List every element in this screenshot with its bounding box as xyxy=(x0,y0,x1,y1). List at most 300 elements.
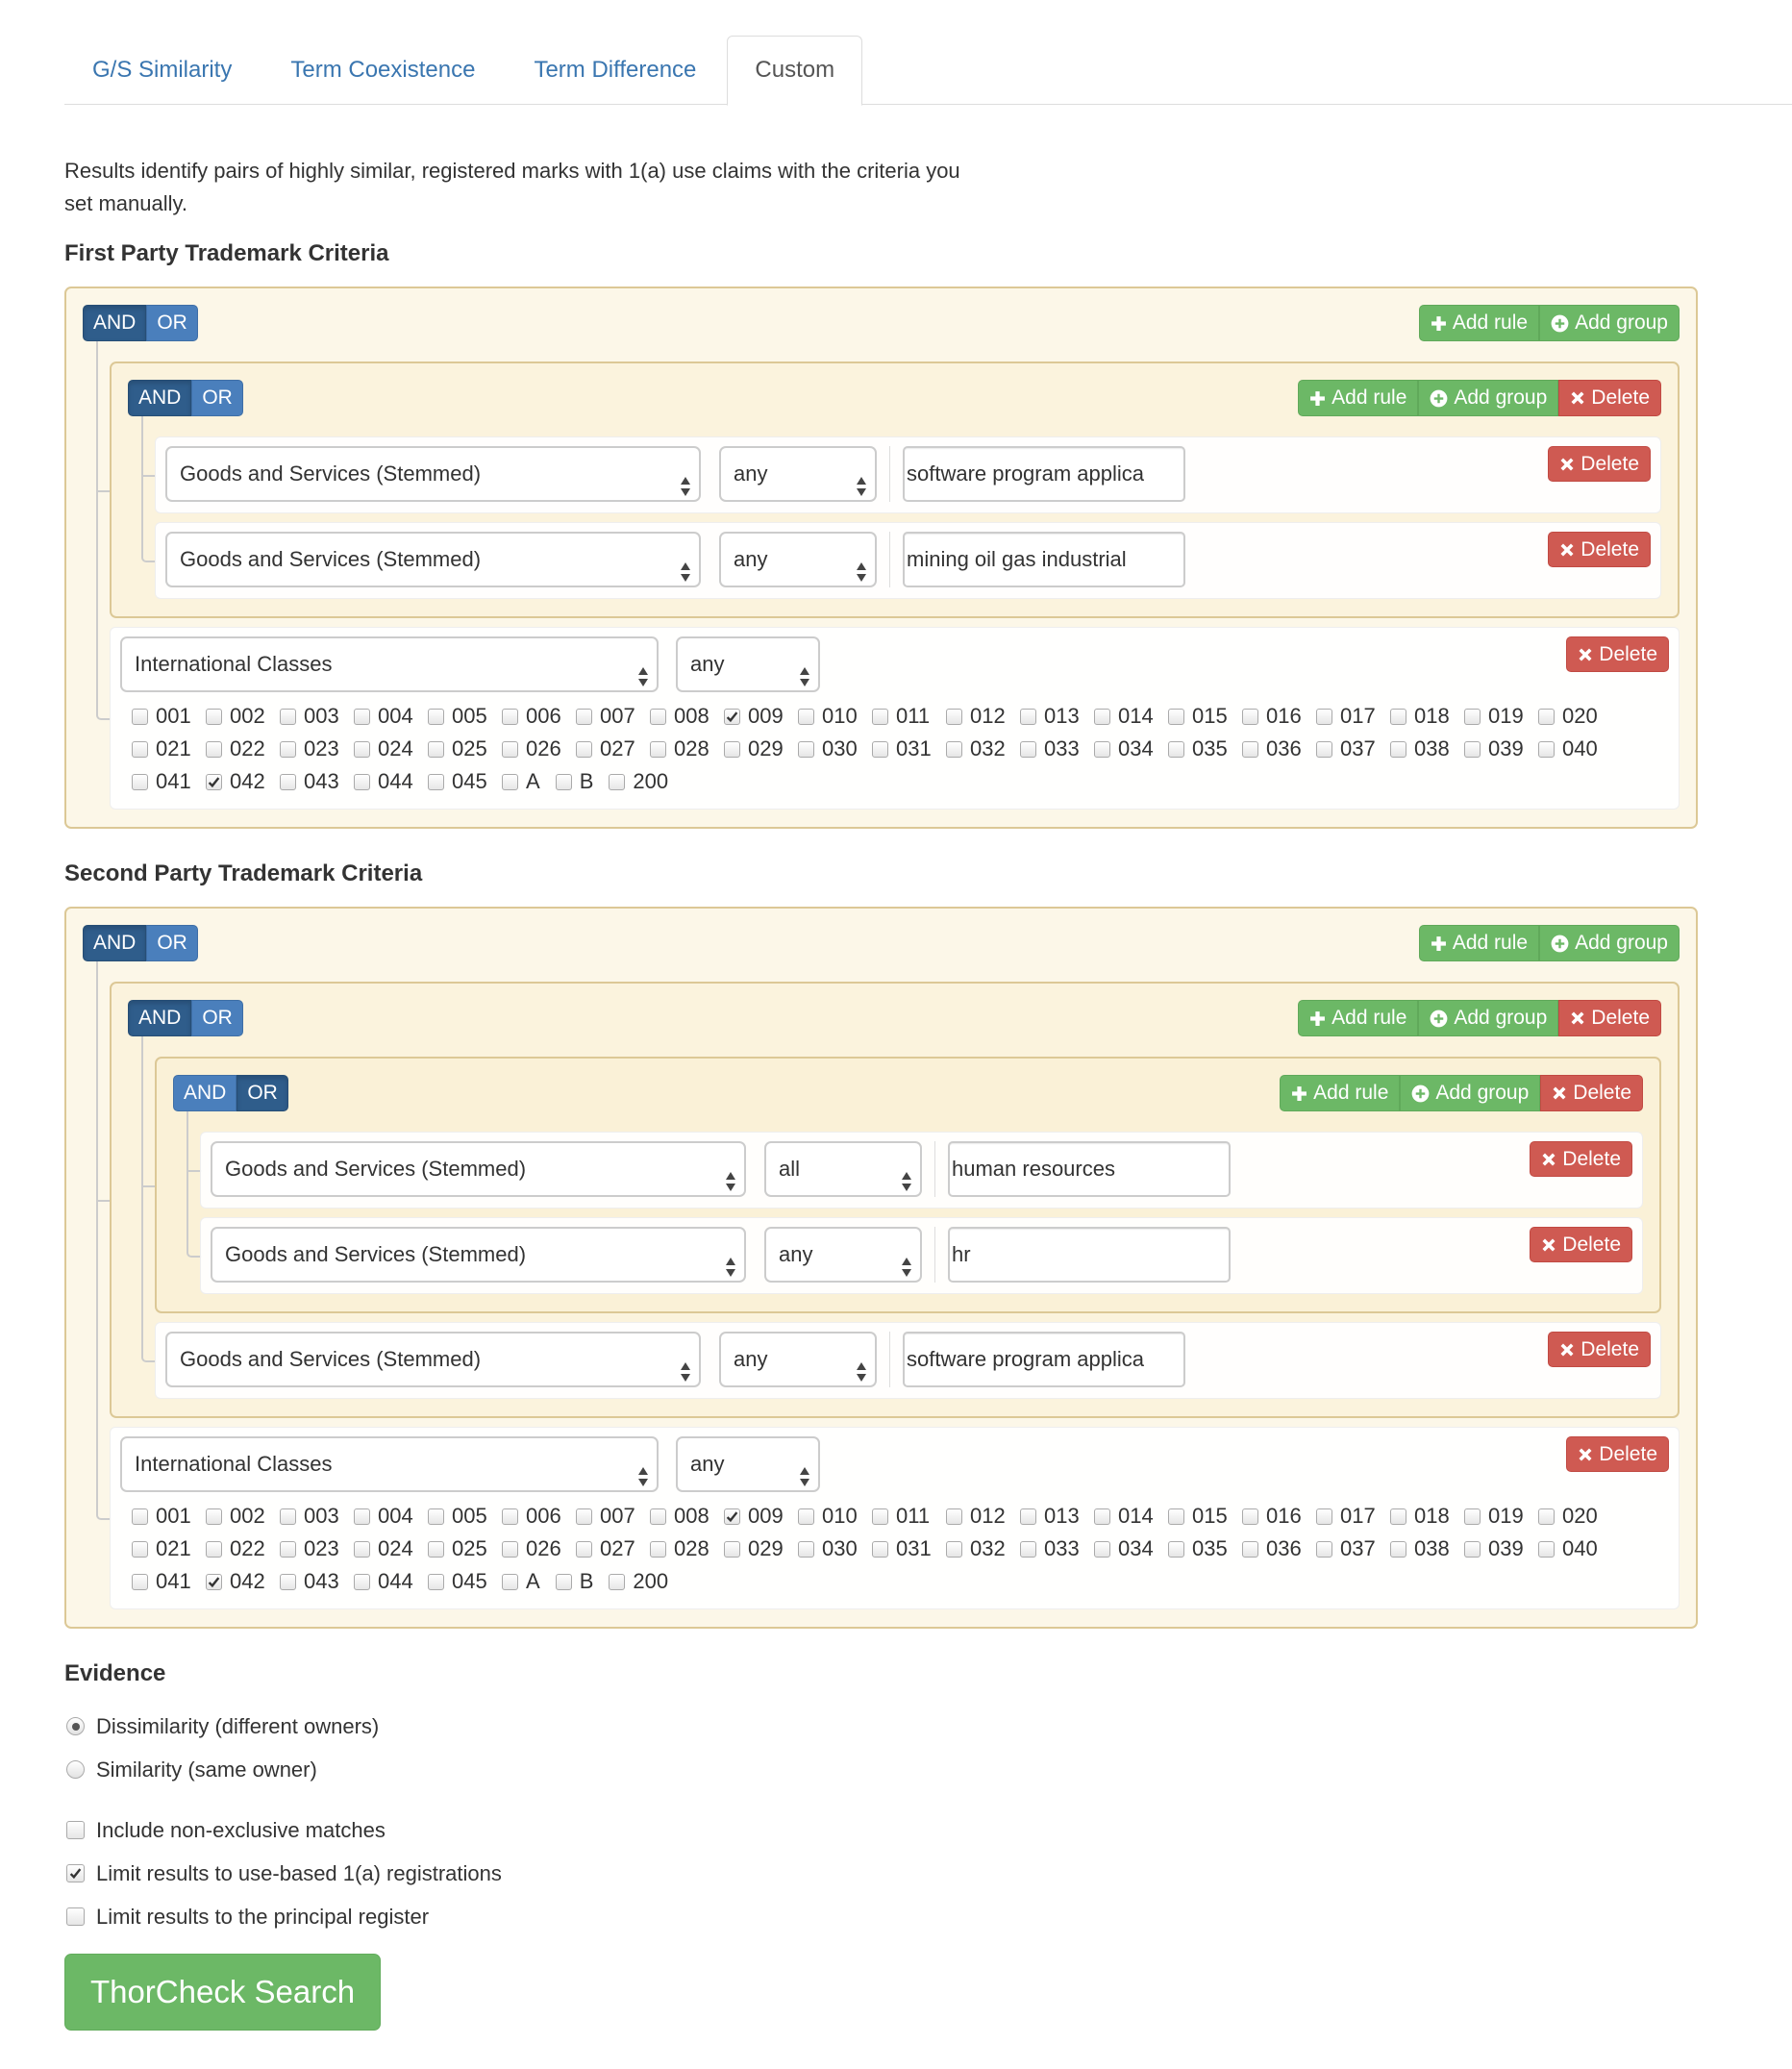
checkbox[interactable] xyxy=(1464,709,1481,725)
value-input[interactable] xyxy=(948,1141,1231,1197)
checkbox[interactable] xyxy=(1464,741,1481,758)
checkbox[interactable] xyxy=(280,1541,296,1558)
checkbox[interactable] xyxy=(428,1541,444,1558)
checkbox[interactable] xyxy=(576,709,592,725)
checkbox[interactable] xyxy=(576,1541,592,1558)
checkbox[interactable] xyxy=(609,774,625,790)
checkbox[interactable] xyxy=(798,741,814,758)
class-checkbox-037[interactable] xyxy=(1316,1533,1379,1565)
checkbox[interactable] xyxy=(872,741,888,758)
add-group-button[interactable] xyxy=(1418,1000,1558,1036)
add-rule-button[interactable] xyxy=(1298,380,1418,416)
class-checkbox-005[interactable] xyxy=(428,1500,490,1533)
operator-select[interactable] xyxy=(764,1141,922,1197)
operator-select-value: any xyxy=(690,652,725,676)
class-checkbox-022[interactable] xyxy=(206,1533,268,1565)
class-checkbox-025[interactable] xyxy=(428,1533,490,1565)
delete-rule-button[interactable] xyxy=(1548,532,1651,567)
and-button[interactable]: AND xyxy=(128,380,191,416)
delete-group-button[interactable] xyxy=(1558,380,1661,416)
class-checkbox-041[interactable] xyxy=(132,1565,194,1598)
class-checkbox-013[interactable] xyxy=(1020,1500,1083,1533)
add-rule-button[interactable] xyxy=(1419,925,1539,961)
checkbox[interactable] xyxy=(1390,1508,1406,1525)
checkbox[interactable] xyxy=(206,1574,222,1590)
class-checkbox-012[interactable] xyxy=(946,1500,1008,1533)
class-label: 020 xyxy=(1562,1504,1598,1528)
evidence-checkbox-option[interactable] xyxy=(64,1895,1698,1938)
delete-rule-button-label: Delete xyxy=(1599,642,1657,665)
checkbox[interactable] xyxy=(1242,1508,1258,1525)
checkbox[interactable] xyxy=(1094,1508,1110,1525)
checkbox[interactable] xyxy=(206,1541,222,1558)
class-checkbox-032[interactable] xyxy=(946,1533,1008,1565)
delete-group-button[interactable] xyxy=(1540,1075,1643,1111)
value-input[interactable] xyxy=(903,532,1185,587)
plus-icon xyxy=(1309,390,1326,407)
checkbox[interactable] xyxy=(1390,741,1406,758)
checkbox[interactable] xyxy=(1538,709,1555,725)
evidence-heading: Evidence xyxy=(64,1660,166,1686)
class-checkbox-016[interactable] xyxy=(1242,700,1305,733)
class-checkbox-006[interactable] xyxy=(502,700,564,733)
class-checkbox-030[interactable] xyxy=(798,1533,860,1565)
checkbox[interactable] xyxy=(280,1508,296,1525)
checkbox[interactable] xyxy=(1538,741,1555,758)
checkbox[interactable] xyxy=(502,774,518,790)
checkbox[interactable] xyxy=(354,1508,370,1525)
class-checkbox-031[interactable] xyxy=(872,1533,934,1565)
class-label: 003 xyxy=(304,1504,339,1528)
class-label: 031 xyxy=(896,736,932,760)
class-label: 019 xyxy=(1488,704,1524,728)
class-checkbox-018[interactable] xyxy=(1390,1500,1453,1533)
delete-rule-button[interactable] xyxy=(1548,1332,1651,1367)
checkbox[interactable] xyxy=(280,1574,296,1590)
or-button[interactable]: OR xyxy=(146,925,198,961)
class-label: 014 xyxy=(1118,704,1154,728)
and-button[interactable]: AND xyxy=(128,1000,191,1036)
class-checkbox-021[interactable] xyxy=(132,1533,194,1565)
select-arrows-icon xyxy=(856,464,867,516)
checkbox[interactable] xyxy=(724,1508,740,1525)
checkbox[interactable] xyxy=(280,709,296,725)
tab-g-s-similarity[interactable]: G/S Similarity xyxy=(92,57,233,83)
class-checkbox-009[interactable] xyxy=(724,1500,786,1533)
class-checkbox-001[interactable] xyxy=(132,700,194,733)
class-checkbox-B[interactable] xyxy=(556,1565,598,1598)
class-label: 002 xyxy=(230,704,265,728)
checkbox[interactable] xyxy=(650,741,666,758)
class-label: 035 xyxy=(1192,1536,1228,1560)
class-checkbox-031[interactable] xyxy=(872,733,934,765)
checkbox[interactable] xyxy=(354,709,370,725)
rule xyxy=(200,1217,1643,1294)
checkbox[interactable] xyxy=(66,1821,85,1839)
checkbox[interactable] xyxy=(556,1574,572,1590)
class-checkbox-013[interactable] xyxy=(1020,700,1083,733)
checkbox[interactable] xyxy=(576,1508,592,1525)
checkbox[interactable] xyxy=(1464,1541,1481,1558)
checkbox[interactable] xyxy=(1390,1541,1406,1558)
checkbox[interactable] xyxy=(132,774,148,790)
class-checkbox-022[interactable] xyxy=(206,733,268,765)
class-checkbox-030[interactable] xyxy=(798,733,860,765)
checkbox[interactable] xyxy=(280,741,296,758)
class-checkbox-002[interactable] xyxy=(206,700,268,733)
checkbox[interactable] xyxy=(354,1574,370,1590)
class-checkbox-020[interactable] xyxy=(1538,700,1601,733)
class-checkbox-034[interactable] xyxy=(1094,733,1157,765)
checkbox[interactable] xyxy=(206,1508,222,1525)
class-checkbox-043[interactable] xyxy=(280,765,342,798)
class-checkbox-036[interactable] xyxy=(1242,733,1305,765)
checkbox[interactable] xyxy=(502,709,518,725)
class-checkbox-035[interactable] xyxy=(1168,733,1231,765)
checkbox[interactable] xyxy=(1316,1541,1332,1558)
class-label: 040 xyxy=(1562,736,1598,760)
rule xyxy=(200,1132,1643,1209)
class-checkbox-026[interactable] xyxy=(502,733,564,765)
class-label: 018 xyxy=(1414,1504,1450,1528)
delete-rule-button[interactable] xyxy=(1566,636,1669,672)
class-checkbox-002[interactable] xyxy=(206,1500,268,1533)
radio-button[interactable] xyxy=(66,1717,85,1735)
class-checkbox-033[interactable] xyxy=(1020,1533,1083,1565)
checkbox[interactable] xyxy=(798,709,814,725)
value-input[interactable] xyxy=(903,1332,1185,1387)
class-label: 038 xyxy=(1414,1536,1450,1560)
or-button[interactable]: OR xyxy=(191,380,243,416)
checkbox[interactable] xyxy=(556,774,572,790)
add-group-button[interactable] xyxy=(1400,1075,1540,1111)
checkbox[interactable] xyxy=(650,1508,666,1525)
class-checkbox-019[interactable] xyxy=(1464,700,1527,733)
plus-circle-icon xyxy=(1430,1010,1448,1028)
checkbox[interactable] xyxy=(576,741,592,758)
evidence-checkbox-option[interactable] xyxy=(64,1852,1698,1895)
checkbox[interactable] xyxy=(132,741,148,758)
checkbox[interactable] xyxy=(66,1864,85,1882)
delete-rule-button[interactable] xyxy=(1566,1436,1669,1472)
class-checkbox-023[interactable] xyxy=(280,733,342,765)
add-rule-button[interactable] xyxy=(1298,1000,1418,1036)
operator-select-value: any xyxy=(734,1347,768,1371)
checkbox[interactable] xyxy=(206,741,222,758)
class-checkbox-019[interactable] xyxy=(1464,1500,1527,1533)
class-checkbox-040[interactable] xyxy=(1538,1533,1601,1565)
field-select-value: Goods and Services (Stemmed) xyxy=(180,1347,482,1371)
first-party-query-builder xyxy=(64,287,1698,829)
delete-rule-button-label: Delete xyxy=(1580,452,1639,475)
class-checkbox-043[interactable] xyxy=(280,1565,342,1598)
or-button[interactable]: OR xyxy=(146,305,198,341)
field-select[interactable] xyxy=(165,1332,701,1387)
checkbox[interactable] xyxy=(1538,1541,1555,1558)
divider xyxy=(934,1141,935,1197)
class-checkbox-045[interactable] xyxy=(428,1565,490,1598)
class-checkbox-016[interactable] xyxy=(1242,1500,1305,1533)
checkbox[interactable] xyxy=(132,1574,148,1590)
checkbox[interactable] xyxy=(1168,741,1184,758)
checkbox[interactable] xyxy=(502,1541,518,1558)
checkbox[interactable] xyxy=(1316,1508,1332,1525)
class-checkbox-034[interactable] xyxy=(1094,1533,1157,1565)
checkbox[interactable] xyxy=(502,1508,518,1525)
class-checkbox-004[interactable] xyxy=(354,1500,416,1533)
checkbox[interactable] xyxy=(354,741,370,758)
delete-rule-button[interactable] xyxy=(1548,446,1651,482)
close-icon xyxy=(1559,542,1575,558)
checkbox[interactable] xyxy=(724,741,740,758)
checkbox[interactable] xyxy=(354,774,370,790)
evidence-radio-option[interactable] xyxy=(64,1705,1698,1748)
checkbox[interactable] xyxy=(428,709,444,725)
checkbox[interactable] xyxy=(1094,709,1110,725)
class-checkbox-list xyxy=(132,700,1641,798)
field-select[interactable] xyxy=(120,636,659,692)
class-checkbox-027[interactable] xyxy=(576,733,638,765)
class-checkbox-032[interactable] xyxy=(946,733,1008,765)
checkbox[interactable] xyxy=(132,709,148,725)
checkbox[interactable] xyxy=(1316,741,1332,758)
checkbox[interactable] xyxy=(1020,741,1036,758)
or-button[interactable]: OR xyxy=(191,1000,243,1036)
class-checkbox-039[interactable] xyxy=(1464,733,1527,765)
class-checkbox-012[interactable] xyxy=(946,700,1008,733)
class-checkbox-008[interactable] xyxy=(650,1500,712,1533)
class-checkbox-036[interactable] xyxy=(1242,1533,1305,1565)
checkbox[interactable] xyxy=(872,709,888,725)
class-checkbox-039[interactable] xyxy=(1464,1533,1527,1565)
operator-select[interactable] xyxy=(676,636,820,692)
checkbox[interactable] xyxy=(946,709,962,725)
checkbox[interactable] xyxy=(1168,1508,1184,1525)
class-checkbox-038[interactable] xyxy=(1390,733,1453,765)
class-checkbox-008[interactable] xyxy=(650,700,712,733)
operator-select[interactable] xyxy=(719,532,877,587)
checkbox[interactable] xyxy=(428,774,444,790)
class-checkbox-001[interactable] xyxy=(132,1500,194,1533)
class-checkbox-003[interactable] xyxy=(280,700,342,733)
checkbox[interactable] xyxy=(1020,1508,1036,1525)
checkbox[interactable] xyxy=(132,1541,148,1558)
class-checkbox-200[interactable] xyxy=(609,1565,671,1598)
checkbox[interactable] xyxy=(1242,1541,1258,1558)
class-checkbox-024[interactable] xyxy=(354,1533,416,1565)
class-checkbox-005[interactable] xyxy=(428,700,490,733)
class-checkbox-014[interactable] xyxy=(1094,1500,1157,1533)
operator-select-value: all xyxy=(779,1157,801,1181)
class-checkbox-029[interactable] xyxy=(724,1533,786,1565)
rule-row xyxy=(165,1332,1651,1387)
value-input-text: mining oil gas industrial xyxy=(907,547,1127,571)
class-checkbox-027[interactable] xyxy=(576,1533,638,1565)
condition-toggle xyxy=(83,925,198,961)
tab-term-coexistence[interactable]: Term Coexistence xyxy=(290,57,476,83)
checkbox[interactable] xyxy=(650,1541,666,1558)
class-checkbox-015[interactable] xyxy=(1168,1500,1231,1533)
checkbox[interactable] xyxy=(798,1541,814,1558)
group-header xyxy=(83,925,1680,961)
checkbox[interactable] xyxy=(132,1508,148,1525)
class-checkbox-040[interactable] xyxy=(1538,733,1601,765)
tab-term-difference[interactable]: Term Difference xyxy=(534,57,697,83)
delete-group-button[interactable] xyxy=(1558,1000,1661,1036)
radio-button[interactable] xyxy=(66,1760,85,1779)
field-select[interactable] xyxy=(211,1227,746,1283)
class-checkbox-044[interactable] xyxy=(354,1565,416,1598)
class-label: 004 xyxy=(378,704,413,728)
class-checkbox-042[interactable] xyxy=(206,1565,268,1598)
checkbox[interactable] xyxy=(724,709,740,725)
checkbox[interactable] xyxy=(502,1574,518,1590)
and-button[interactable]: AND xyxy=(173,1075,236,1111)
field-select[interactable] xyxy=(165,532,701,587)
checkbox[interactable] xyxy=(1020,709,1036,725)
checkbox[interactable] xyxy=(1020,1541,1036,1558)
class-checkbox-014[interactable] xyxy=(1094,700,1157,733)
add-rule-button-label: Add rule xyxy=(1332,1007,1407,1029)
and-button[interactable]: AND xyxy=(83,305,146,341)
add-group-button[interactable] xyxy=(1539,305,1680,341)
class-checkbox-B[interactable] xyxy=(556,765,598,798)
class-checkbox-033[interactable] xyxy=(1020,733,1083,765)
class-checkbox-A[interactable] xyxy=(502,765,544,798)
select-arrows-icon xyxy=(725,1159,736,1211)
checkbox[interactable] xyxy=(1168,1541,1184,1558)
value-input[interactable] xyxy=(903,446,1185,502)
class-checkbox-026[interactable] xyxy=(502,1533,564,1565)
class-checkbox-035[interactable] xyxy=(1168,1533,1231,1565)
checkbox[interactable] xyxy=(428,741,444,758)
class-checkbox-044[interactable] xyxy=(354,765,416,798)
checkbox[interactable] xyxy=(206,709,222,725)
class-checkbox-023[interactable] xyxy=(280,1533,342,1565)
class-checkbox-028[interactable] xyxy=(650,733,712,765)
class-checkbox-017[interactable] xyxy=(1316,1500,1379,1533)
class-checkbox-011[interactable] xyxy=(872,1500,934,1533)
checkbox[interactable] xyxy=(1316,709,1332,725)
field-select[interactable] xyxy=(120,1436,659,1492)
checkbox[interactable] xyxy=(798,1508,814,1525)
class-checkbox-017[interactable] xyxy=(1316,700,1379,733)
operator-select[interactable] xyxy=(719,446,877,502)
and-button[interactable]: AND xyxy=(83,925,146,961)
checkbox[interactable] xyxy=(724,1541,740,1558)
class-checkbox-200[interactable] xyxy=(609,765,671,798)
checkbox[interactable] xyxy=(1242,741,1258,758)
checkbox[interactable] xyxy=(946,1508,962,1525)
checkbox[interactable] xyxy=(609,1574,625,1590)
checkbox[interactable] xyxy=(1242,709,1258,725)
add-rule-button[interactable] xyxy=(1419,305,1539,341)
add-group-button-label: Add group xyxy=(1575,312,1668,334)
checkbox[interactable] xyxy=(502,741,518,758)
checkbox[interactable] xyxy=(1464,1508,1481,1525)
evidence-radio-option[interactable] xyxy=(64,1748,1698,1791)
checkbox[interactable] xyxy=(1094,1541,1110,1558)
delete-rule-button[interactable] xyxy=(1530,1141,1632,1177)
class-checkbox-028[interactable] xyxy=(650,1533,712,1565)
field-select[interactable] xyxy=(165,446,701,502)
delete-rule-button[interactable] xyxy=(1530,1227,1632,1262)
class-checkbox-007[interactable] xyxy=(576,1500,638,1533)
class-checkbox-015[interactable] xyxy=(1168,700,1231,733)
class-checkbox-006[interactable] xyxy=(502,1500,564,1533)
checkbox[interactable] xyxy=(428,1508,444,1525)
operator-select[interactable] xyxy=(719,1332,877,1387)
class-checkbox-004[interactable] xyxy=(354,700,416,733)
checkbox[interactable] xyxy=(872,1541,888,1558)
evidence-checkbox-option[interactable] xyxy=(64,1808,1698,1852)
class-checkbox-007[interactable] xyxy=(576,700,638,733)
operator-select[interactable] xyxy=(764,1227,922,1283)
add-group-button[interactable] xyxy=(1539,925,1680,961)
or-button[interactable]: OR xyxy=(236,1075,288,1111)
checkbox[interactable] xyxy=(1094,741,1110,758)
class-label: 039 xyxy=(1488,736,1524,760)
class-checkbox-011[interactable] xyxy=(872,700,934,733)
class-checkbox-020[interactable] xyxy=(1538,1500,1601,1533)
checkbox[interactable] xyxy=(428,1574,444,1590)
class-label: 029 xyxy=(748,736,784,760)
class-checkbox-029[interactable] xyxy=(724,733,786,765)
thorcheck-search-button[interactable]: ThorCheck Search xyxy=(64,1954,381,2031)
checkbox[interactable] xyxy=(280,774,296,790)
checkbox[interactable] xyxy=(1390,709,1406,725)
class-checkbox-024[interactable] xyxy=(354,733,416,765)
class-checkbox-038[interactable] xyxy=(1390,1533,1453,1565)
class-checkbox-042[interactable] xyxy=(206,765,268,798)
class-checkbox-045[interactable] xyxy=(428,765,490,798)
checkbox[interactable] xyxy=(66,1907,85,1926)
field-select[interactable] xyxy=(211,1141,746,1197)
class-label: 037 xyxy=(1340,1536,1376,1560)
class-checkbox-018[interactable] xyxy=(1390,700,1453,733)
select-arrows-icon xyxy=(901,1245,912,1297)
operator-select[interactable] xyxy=(676,1436,820,1492)
checkbox[interactable] xyxy=(946,1541,962,1558)
checkbox[interactable] xyxy=(1168,709,1184,725)
checkbox[interactable] xyxy=(872,1508,888,1525)
class-checkbox-021[interactable] xyxy=(132,733,194,765)
class-checkbox-037[interactable] xyxy=(1316,733,1379,765)
class-checkbox-A[interactable] xyxy=(502,1565,544,1598)
evidence-options xyxy=(64,1808,1698,1938)
add-group-button[interactable] xyxy=(1418,380,1558,416)
checkbox[interactable] xyxy=(650,709,666,725)
class-checkbox-009[interactable] xyxy=(724,700,786,733)
rules-list-item xyxy=(200,1217,1643,1294)
checkbox[interactable] xyxy=(354,1541,370,1558)
class-checkbox-041[interactable] xyxy=(132,765,194,798)
class-checkbox-025[interactable] xyxy=(428,733,490,765)
checkbox[interactable] xyxy=(206,774,222,790)
checkbox[interactable] xyxy=(1538,1508,1555,1525)
class-label: 200 xyxy=(633,769,669,793)
value-input[interactable] xyxy=(948,1227,1231,1283)
checkbox-label: Limit results to use-based 1(a) registrations xyxy=(96,1860,502,1885)
operator-select-value: any xyxy=(779,1242,813,1266)
checkbox[interactable] xyxy=(946,741,962,758)
add-rule-button[interactable] xyxy=(1280,1075,1400,1111)
close-icon xyxy=(1559,1342,1575,1358)
class-checkbox-003[interactable] xyxy=(280,1500,342,1533)
tab-custom[interactable]: Custom xyxy=(727,36,862,106)
condition-toggle xyxy=(173,1075,288,1111)
class-label: 015 xyxy=(1192,1504,1228,1528)
